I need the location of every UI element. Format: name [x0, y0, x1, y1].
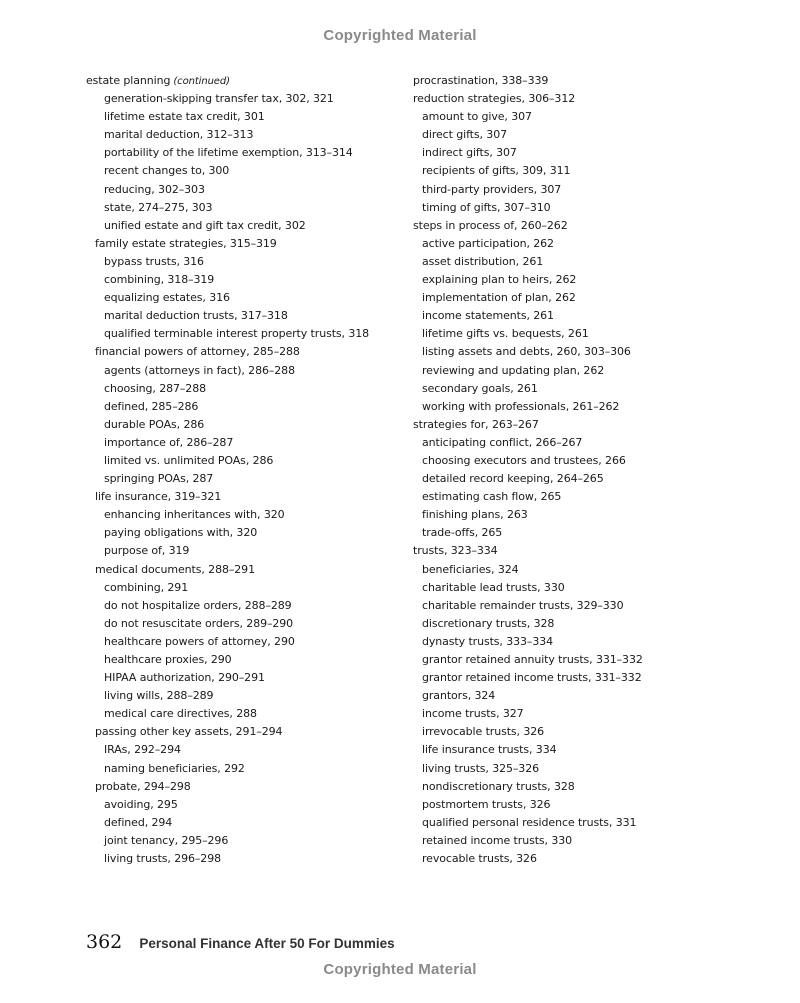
index-entry	[413, 506, 743, 524]
index-entry-text: steps in process of, 260–262	[413, 218, 568, 232]
index-entry	[86, 343, 416, 361]
index-entry-text: defined, 294	[104, 815, 173, 829]
index-entry	[413, 144, 743, 162]
index-entry-text: naming beneficiaries, 292	[104, 761, 245, 775]
index-entry-text: HIPAA authorization, 290–291	[104, 671, 265, 685]
index-entry-text: do not resuscitate orders, 289–290	[104, 616, 294, 630]
index-entry	[86, 796, 416, 814]
index-entry-text: income statements, 261	[422, 309, 554, 323]
index-entry-text: grantor retained income trusts, 331–332	[422, 671, 642, 685]
index-entry-text: working with professionals, 261–262	[422, 399, 620, 413]
index-entry-text: purpose of, 319	[104, 544, 190, 558]
index-entry	[86, 307, 416, 325]
index-entry	[413, 542, 743, 560]
index-entry	[86, 669, 416, 687]
index-entry	[86, 90, 416, 108]
index-entry-text: recipients of gifts, 309, 311	[422, 164, 571, 178]
index-entry	[413, 380, 743, 398]
index-entry	[86, 705, 416, 723]
index-entry-text: grantor retained annuity trusts, 331–332	[422, 653, 643, 666]
index-entry-text: IRAs, 292–294	[104, 743, 181, 757]
index-entry	[413, 524, 743, 542]
index-entry-text: avoiding, 295	[104, 797, 178, 811]
index-entry	[86, 144, 416, 162]
index-entry	[413, 615, 743, 633]
index-entry-text: equalizing estates, 316	[104, 291, 230, 305]
index-entry	[413, 741, 743, 759]
index-entry	[413, 597, 743, 615]
index-entry	[86, 470, 416, 488]
index-entry-text: marital deduction, 312–313	[104, 128, 254, 142]
index-entry-text: durable POAs, 286	[104, 417, 205, 431]
index-entry	[413, 814, 743, 832]
index-entry	[86, 271, 416, 289]
index-entry-text: combining, 318–319	[104, 273, 215, 287]
index-entry-text: healthcare proxies, 290	[104, 653, 232, 666]
index-entry	[86, 398, 416, 416]
index-entry	[86, 850, 416, 868]
index-entry	[413, 362, 743, 380]
index-entry	[86, 181, 416, 199]
index-entry	[413, 832, 743, 850]
index-entry-text: irrevocable trusts, 326	[422, 725, 545, 739]
index-entry	[86, 633, 416, 651]
continued-label: (continued)	[173, 76, 230, 87]
index-entry	[413, 452, 743, 470]
index-entry	[86, 741, 416, 759]
index-entry-text: lifetime gifts vs. bequests, 261	[422, 327, 589, 341]
index-entry-text: living trusts, 325–326	[422, 761, 539, 775]
index-entry	[413, 434, 743, 452]
index-entry-text: income trusts, 327	[422, 707, 524, 721]
index-entry-text: reducing, 302–303	[104, 182, 205, 196]
index-entry	[413, 723, 743, 741]
index-entry-text: living trusts, 296–298	[104, 852, 221, 866]
index-entry	[86, 687, 416, 705]
index-entry-text: bypass trusts, 316	[104, 254, 204, 268]
index-entry-text: limited vs. unlimited POAs, 286	[104, 453, 274, 467]
index-entry	[86, 325, 416, 343]
index-entry	[86, 506, 416, 524]
index-entry	[413, 343, 743, 361]
index-entry-text: active participation, 262	[422, 236, 554, 250]
index-entry-text: implementation of plan, 262	[422, 291, 576, 305]
index-entry-text: beneficiaries, 324	[422, 562, 519, 576]
index-entry	[413, 181, 743, 199]
index-entry	[413, 778, 743, 796]
index-entry	[86, 597, 416, 615]
index-entry-text: estimating cash flow, 265	[422, 490, 562, 504]
index-entry-text: life insurance trusts, 334	[422, 743, 557, 757]
index-entry	[413, 271, 743, 289]
index-entry	[413, 633, 743, 651]
index-entry	[413, 416, 743, 434]
index-entry-text: strategies for, 263–267	[413, 417, 539, 431]
index-entry-text: portability of the lifetime exemption, 313–314	[104, 146, 353, 160]
index-entry	[86, 615, 416, 633]
index-entry-text: charitable remainder trusts, 329–330	[422, 598, 624, 612]
index-entry	[413, 470, 743, 488]
index-entry-text: asset distribution, 261	[422, 254, 544, 268]
index-entry-text: reduction strategies, 306–312	[413, 92, 576, 106]
index-entry	[86, 524, 416, 542]
index-entry	[86, 488, 416, 506]
index-entry	[86, 832, 416, 850]
index-entry-text: agents (attorneys in fact), 286–288	[104, 363, 295, 377]
index-entry	[413, 162, 743, 180]
index-entry-text: financial powers of attorney, 285–288	[95, 345, 300, 359]
index-entry-text: timing of gifts, 307–310	[422, 200, 551, 214]
index-entry-text: explaining plan to heirs, 262	[422, 273, 577, 287]
index-entry	[86, 434, 416, 452]
index-entry-text: estate planning	[86, 74, 171, 87]
index-entry-text: qualified terminable interest property trusts, 318	[104, 327, 370, 341]
watermark-bottom: Copyrighted Material	[323, 961, 477, 978]
index-entry-text: paying obligations with, 320	[104, 526, 258, 540]
index-entry-text: springing POAs, 287	[104, 472, 214, 486]
index-entry-text: living wills, 288–289	[104, 689, 214, 703]
index-entry	[413, 199, 743, 217]
index-entry-text: recent changes to, 300	[104, 164, 230, 178]
index-entry-text: listing assets and debts, 260, 303–306	[422, 345, 631, 359]
index-entry	[413, 705, 743, 723]
index-entry-text: finishing plans, 263	[422, 508, 528, 522]
index-entry-text: secondary goals, 261	[422, 381, 538, 395]
index-entry	[86, 778, 416, 796]
index-entry	[86, 542, 416, 560]
index-entry-text: direct gifts, 307	[422, 128, 507, 142]
index-entry	[413, 108, 743, 126]
index-entry-text: charitable lead trusts, 330	[422, 580, 565, 594]
index-entry-text: medical care directives, 288	[104, 707, 257, 721]
index-entry	[413, 687, 743, 705]
index-entry	[413, 579, 743, 597]
index-entry-text: generation-skipping transfer tax, 302, 321	[104, 92, 334, 106]
index-entry	[86, 452, 416, 470]
index-entry	[413, 669, 743, 687]
index-entry-text: medical documents, 288–291	[95, 562, 255, 576]
index-entry	[413, 488, 743, 506]
index-entry-text: discretionary trusts, 328	[422, 616, 555, 630]
index-column-right	[413, 72, 743, 868]
index-entry-text: detailed record keeping, 264–265	[422, 472, 604, 486]
book-title: Personal Finance After 50 For Dummies	[139, 936, 395, 951]
index-entry	[86, 651, 416, 669]
index-entry-text: trusts, 323–334	[413, 544, 498, 558]
index-entry-text: enhancing inheritances with, 320	[104, 508, 285, 522]
index-entry-text: reviewing and updating plan, 262	[422, 363, 605, 377]
index-entry	[86, 162, 416, 180]
index-entry-text: life insurance, 319–321	[95, 490, 222, 504]
index-entry-text: do not hospitalize orders, 288–289	[104, 598, 292, 612]
index-entry-text: defined, 285–286	[104, 399, 199, 413]
index-entry-text: marital deduction trusts, 317–318	[104, 309, 288, 323]
index-entry	[86, 814, 416, 832]
index-entry-text: qualified personal residence trusts, 331	[422, 815, 637, 829]
index-entry-text: choosing, 287–288	[104, 381, 207, 395]
index-entry	[86, 199, 416, 217]
page-number: 362	[86, 931, 123, 953]
index-entry	[86, 235, 416, 253]
index-entry-text: healthcare powers of attorney, 290	[104, 634, 295, 648]
index-entry-text: nondiscretionary trusts, 328	[422, 779, 575, 793]
index-entry-text: family estate strategies, 315–319	[95, 236, 277, 250]
index-entry-text: anticipating conflict, 266–267	[422, 435, 583, 449]
index-entry-text: third-party providers, 307	[422, 182, 562, 196]
index-column-left	[86, 72, 416, 868]
index-entry	[86, 561, 416, 579]
index-entry-text: importance of, 286–287	[104, 435, 234, 449]
index-entry	[413, 760, 743, 778]
index-entry-text: unified estate and gift tax credit, 302	[104, 218, 306, 232]
index-entry	[86, 72, 416, 90]
watermark-top: Copyrighted Material	[323, 27, 477, 44]
index-entry	[413, 126, 743, 144]
index-entry-text: trade-offs, 265	[422, 526, 503, 540]
index-entry	[86, 723, 416, 741]
index-entry	[413, 796, 743, 814]
index-entry	[86, 253, 416, 271]
page-footer	[86, 931, 395, 957]
index-entry-text: procrastination, 338–339	[413, 74, 549, 87]
index-entry	[86, 380, 416, 398]
index-entry-text: grantors, 324	[422, 689, 496, 703]
index-entry-text: lifetime estate tax credit, 301	[104, 110, 265, 124]
index-entry-text: indirect gifts, 307	[422, 146, 517, 160]
index-entry-text: passing other key assets, 291–294	[95, 725, 283, 739]
index-entry	[86, 217, 416, 235]
index-entry-text: choosing executors and trustees, 266	[422, 453, 626, 467]
index-entry	[413, 561, 743, 579]
index-entry-text: joint tenancy, 295–296	[104, 833, 229, 847]
index-entry-text: revocable trusts, 326	[422, 852, 537, 866]
index-entry-text: retained income trusts, 330	[422, 833, 573, 847]
index-entry	[86, 108, 416, 126]
index-entry	[413, 398, 743, 416]
index-entry-text: dynasty trusts, 333–334	[422, 634, 554, 648]
index-entry	[86, 760, 416, 778]
index-entry	[413, 307, 743, 325]
index-entry	[413, 235, 743, 253]
index-entry	[413, 289, 743, 307]
index-entry-text: probate, 294–298	[95, 779, 191, 793]
index-entry	[86, 126, 416, 144]
index-entry-text: postmortem trusts, 326	[422, 797, 551, 811]
index-entry	[86, 579, 416, 597]
index-entry	[413, 850, 743, 868]
index-entry	[413, 325, 743, 343]
index-entry-text: combining, 291	[104, 580, 189, 594]
index-entry	[413, 651, 743, 669]
index-entry	[413, 72, 743, 90]
index-entry-text: state, 274–275, 303	[104, 200, 213, 214]
index-entry	[86, 289, 416, 307]
index-entry	[86, 416, 416, 434]
index-entry	[413, 253, 743, 271]
index-entry	[413, 217, 743, 235]
index-entry	[86, 362, 416, 380]
index-entry	[413, 90, 743, 108]
index-entry-text: amount to give, 307	[422, 110, 532, 124]
